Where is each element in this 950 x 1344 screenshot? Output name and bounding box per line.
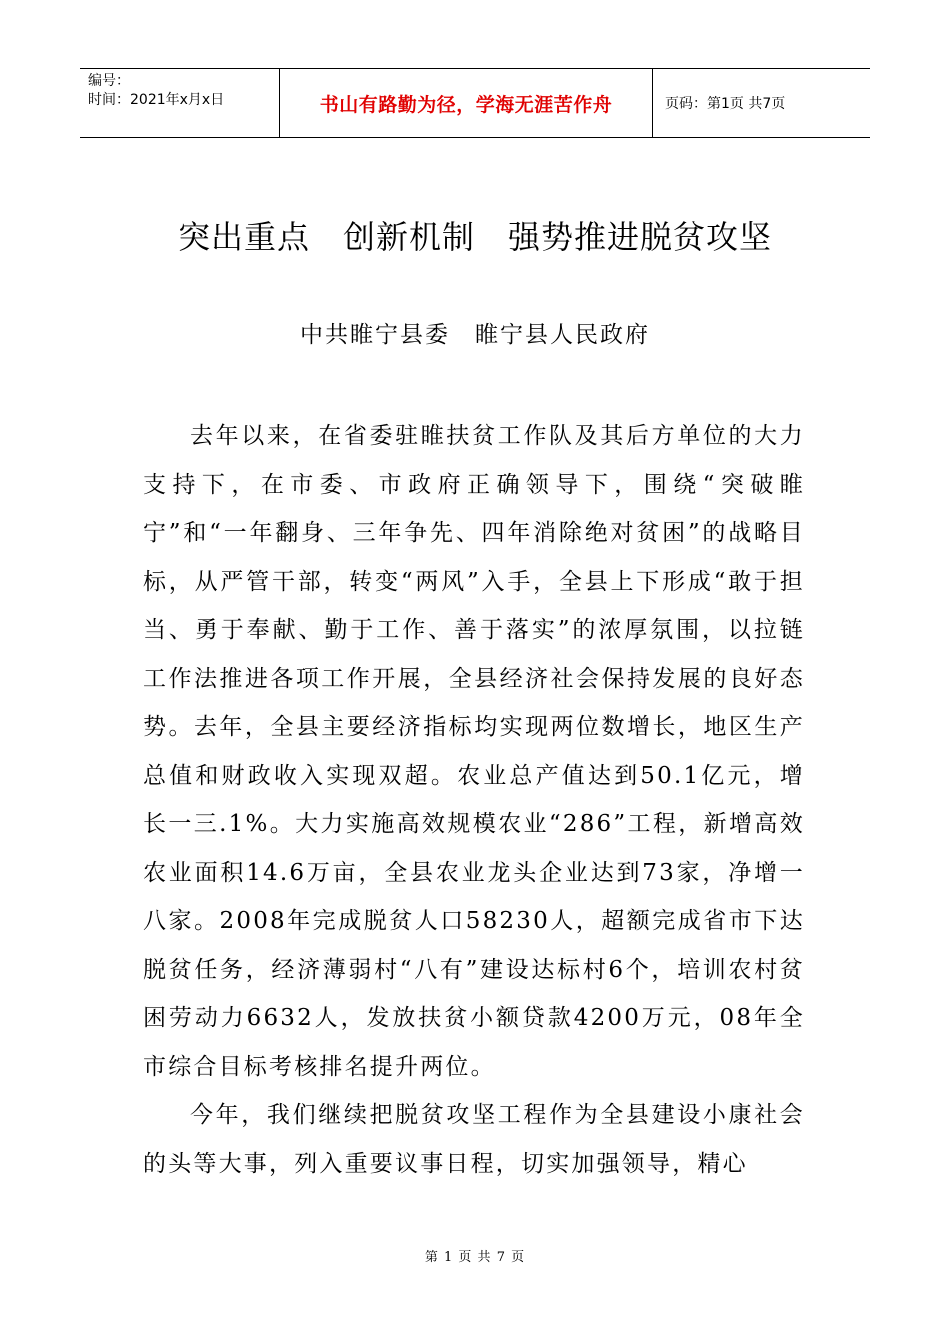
document-time-label: 时间：2021年x月x日 (88, 92, 225, 108)
body-paragraph-2: 今年，我们继续把脱贫攻坚工程作为全县建设小康社会的头等大事，列入重要议事日程，切实加强领导，精心 (143, 1102, 805, 1177)
document-title: 突出重点 创新机制 强势推进脱贫攻坚 (177, 218, 772, 256)
document-header (80, 68, 870, 138)
document-author: 中共睢宁县委 睢宁县人民政府 (300, 322, 650, 348)
document-number-label: 编号： (88, 73, 130, 89)
header-meta-cell (80, 69, 280, 137)
body-paragraph-1: 去年以来，在省委驻睢扶贫工作队及其后方单位的大力支持下，在市委、市政府正确领导下，围绕“突破睢宁”和“一年翻身、三年争先、四年消除绝对贫困”的战略目标，从严管干部，转变“两风”入手，全县上下形成“敢于担当、勇于奉献、勤于工作、善于落实”的浓厚氛围，以拉链工作法推进各项工作开展，全县经济社会保持发展的良好态势。去年，全县主要经济指标均实现两位数增长，地区生产总值和财政收入实现双超。农业总产值达到50.1亿元，增长一三.1%。大力实施高效规模农业“286”工程，新增高效农业面积14.6万亩，全县农业龙头企业达到73家，净增一八家。2008年完成脱贫人口58230人，超额完成省市下达脱贫任务，经济薄弱村“八有”建设达标村6个，培训农村贫困劳动力6632人，发放扶贫小额贷款4200万元，08年全市综合目标考核排名提升两位。 (143, 423, 805, 1080)
header-page-info: 页码：第1页 共7页 (665, 96, 786, 112)
header-motto: 书山有路勤为径，学海无涯苦作舟 (280, 69, 653, 137)
page-footer: 第 1 页 共 7 页 (424, 1250, 526, 1265)
document-body (143, 412, 805, 1188)
